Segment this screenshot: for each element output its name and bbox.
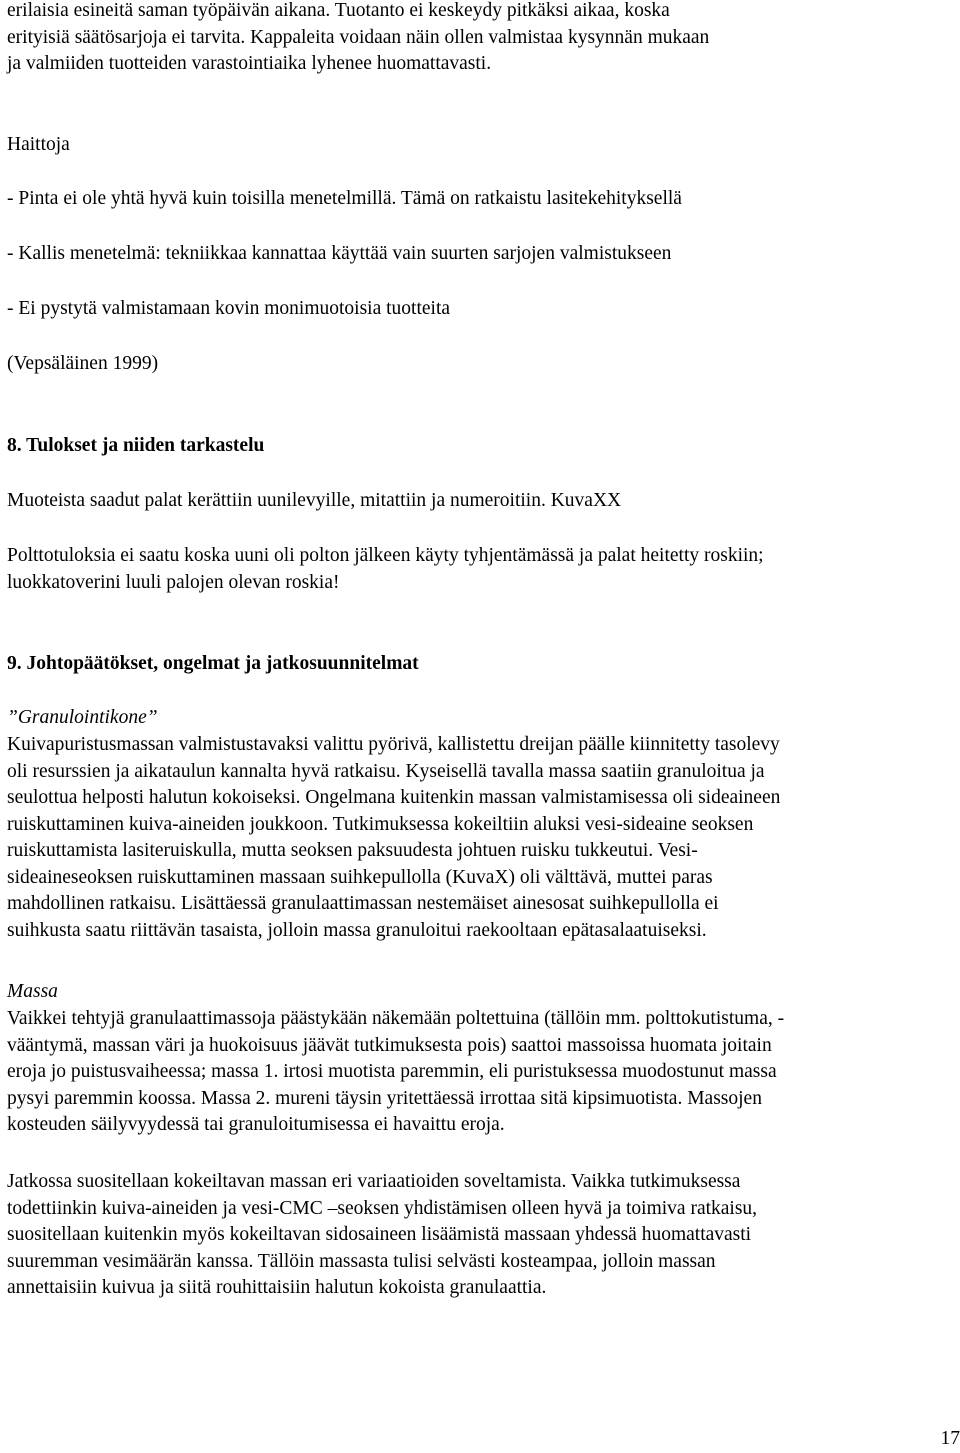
intro-line: erilaisia esineitä saman työpäivän aikana. Tuotanto ei keskeydy pitkäksi aikaa, koska (7, 0, 670, 21)
page-number: 17 (940, 1428, 960, 1449)
paragraph-line: Jatkossa suositellaan kokeiltavan massan eri variaatioiden soveltamista. Vaikka tutkimuksessa (7, 1171, 741, 1192)
paragraph-line: suositellaan kuitenkin myös kokeiltavan sidosaineen lisäämistä massaan yhdessä huomattavasti (7, 1224, 752, 1245)
granulointikone-heading: ”Granulointikone” (7, 707, 158, 728)
paragraph-line: vääntymä, massan väri ja huokoisuus jäävät tutkimuksesta pois) saattoi massoissa huomata joitain (7, 1034, 772, 1056)
section-8-paragraph-1: Muoteista saadut palat kerättiin uunilevyille, mitattiin ja numeroitiin. KuvaXX (7, 490, 622, 511)
citation: (Vepsäläinen 1999) (7, 353, 159, 374)
paragraph-line: oli resurssien ja aikataulun kannalta hyvä ratkaisu. Kyseisellä tavalla massa saatiin granuloitua ja (7, 760, 765, 782)
paragraph-line: todettiinkin kuiva-aineiden ja vesi-CMC –seoksen yhdistämisen olleen hyvä ja toimiva ratkaisu, (7, 1197, 758, 1219)
paragraph-line: ruiskuttamista lasiteruiskulla, mutta seoksen paksuudesta johtuen ruisku tukkeutui. Vesi- (7, 840, 698, 861)
section-8-heading: 8. Tulokset ja niiden tarkastelu (7, 435, 265, 456)
paragraph-line: Polttotuloksia ei saatu koska uuni oli polton jälkeen käyty tyhjentämässä ja palat heitetty roskiin; (7, 545, 764, 566)
paragraph-line: sideaineseoksen ruiskuttaminen massaan suihkepullolla (KuvaX) oli välttävä, muttei paras (7, 866, 713, 888)
paragraph-line: luokkatoverini luuli palojen olevan roskia! (7, 571, 340, 593)
paragraph-line: kosteuden säilyvyydessä tai granuloitumisessa ei havaittu eroja. (7, 1114, 505, 1135)
paragraph-line: ruiskuttaminen kuiva-aineiden joukkoon. Tutkimuksessa kokeiltiin aluksi vesi-sideaine seoksen (7, 813, 754, 835)
paragraph-line: suuremman vesimäärän kanssa. Tällöin massasta tulisi selvästi kosteampaa, jolloin massan (7, 1250, 716, 1272)
massa-paragraph (7, 1006, 955, 1139)
disadvantage-item: - Pinta ei ole yhtä hyvä kuin toisilla menetelmillä. Tämä on ratkaistu lasitekehityksellä (7, 188, 682, 209)
section-8-paragraph-2 (7, 543, 955, 596)
disadvantages-heading: Haittoja (7, 134, 70, 155)
paragraph-line: suihkusta saatu riittävän tasaista, jolloin massa granuloitui raekooltaan epätasalaatuiseksi. (7, 919, 707, 941)
paragraph-line: mahdollinen ratkaisu. Lisättäessä granulaattimassan nestemäiset ainesosat suihkepullolla ei (7, 893, 719, 914)
paragraph-line: annettaisiin kuivua ja siitä rouhittaisiin halutun kokoista granulaattia. (7, 1277, 547, 1298)
paragraph-line: eroja jo puistusvaiheessa; massa 1. irtosi muotista paremmin, eli puristuksessa muodostunut massa (7, 1061, 777, 1082)
disadvantage-item: - Kallis menetelmä: tekniikkaa kannattaa käyttää vain suurten sarjojen valmistukseen (7, 243, 672, 264)
disadvantage-item: - Ei pystytä valmistamaan kovin monimuotoisia tuotteita (7, 298, 451, 319)
intro-paragraph (7, 0, 955, 78)
intro-line: ja valmiiden tuotteiden varastointiaika lyhenee huomattavasti. (7, 53, 492, 74)
paragraph-line: Vaikkei tehtyjä granulaattimassoja päästykään näkemään poltettuina (tällöin mm. polttokutistuma, - (7, 1008, 785, 1029)
section-9-heading: 9. Johtopäätökset, ongelmat ja jatkosuunnitelmat (7, 653, 419, 674)
intro-line: erityisiä säätösarjoja ei tarvita. Kappaleita voidaan näin ollen valmistaa kysynnän mukaan (7, 26, 710, 48)
paragraph-line: Kuivapuristusmassan valmistustavaksi valittu pyörivä, kallistettu dreijan päälle kiinnitetty tasolevy (7, 734, 780, 755)
paragraph-line: pysyi paremmin koossa. Massa 2. mureni täysin yritettäessä irrottaa sitä kipsimuotista. Massojen (7, 1087, 762, 1109)
granulointikone-paragraph (7, 732, 955, 944)
jatko-paragraph (7, 1169, 955, 1302)
paragraph-line: seulottua helposti halutun kokoiseksi. Ongelmana kuitenkin massan valmistamisessa oli sideaineen (7, 787, 781, 808)
massa-heading: Massa (7, 981, 58, 1002)
